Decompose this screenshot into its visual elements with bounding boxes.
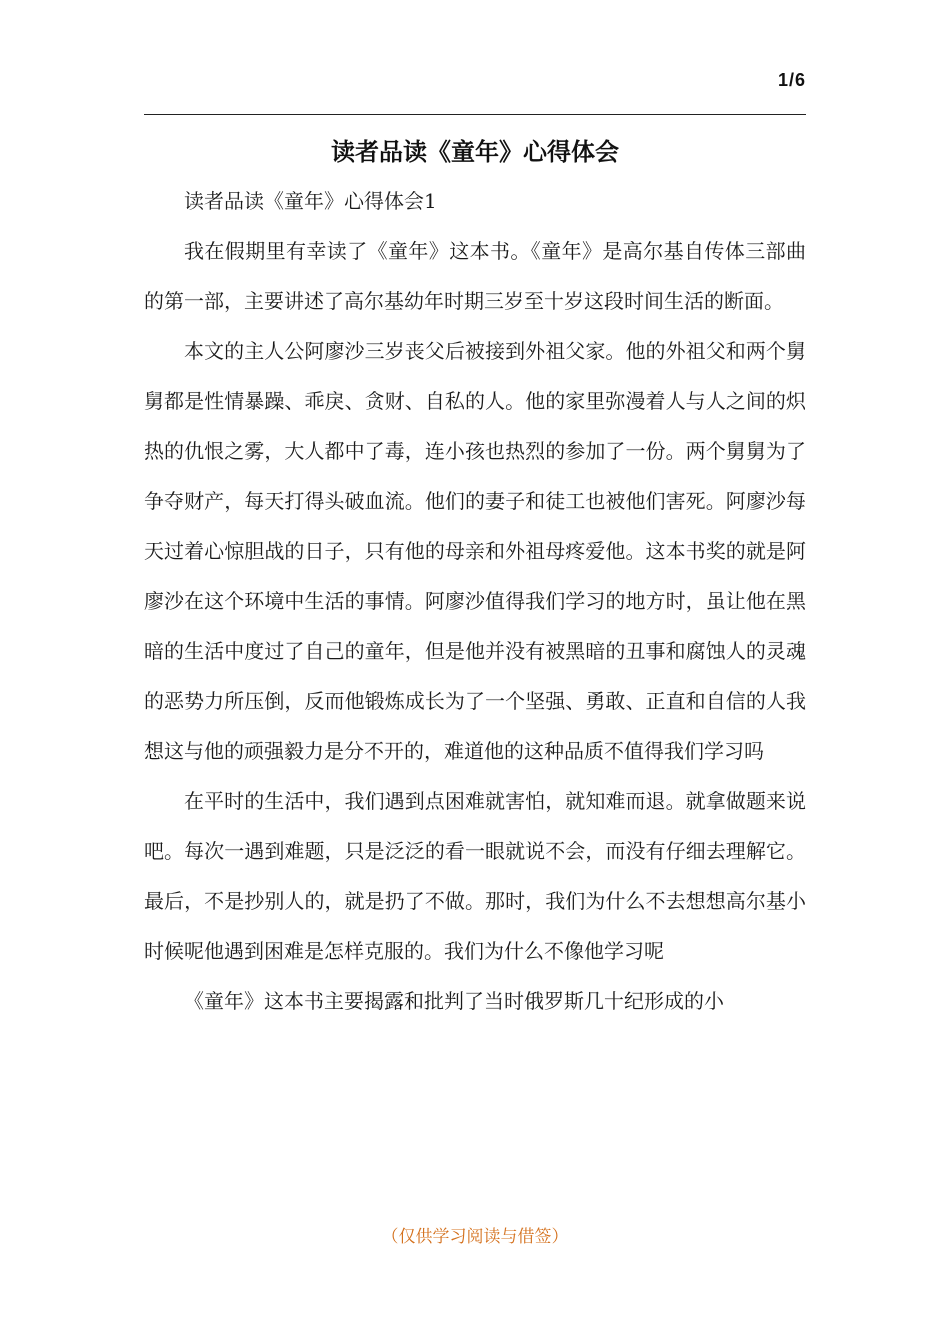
paragraph: 本文的主人公阿廖沙三岁丧父后被接到外祖父家。他的外祖父和两个舅舅都是性情暴躁、乖戾、贪财、自私的人。他的家里弥漫着人与人之间的炽热的仇恨之雾，大人都中了毒，连小孩也热烈的参加了一份。两个舅舅为了争夺财产，每天打得头破血流。他们的妻子和徒工也被他们害死。阿廖沙每天过着心惊胆战的日子，只有他的母亲和外祖母疼爱他。这本书奖的就是阿廖沙在这个环境中生活的事情。阿廖沙值得我们学习的地方时，虽让他在黑暗的生活中度过了自己的童年，但是他并没有被黑暗的丑事和腐蚀人的灵魂的恶势力所压倒，反而他锻炼成长为了一个坚强、勇敢、正直和自信的人我想这与他的顽强毅力是分不开的，难道他的这种品质不值得我们学习吗 (144, 339, 806, 763)
paragraph: 《童年》这本书主要揭露和批判了当时俄罗斯几十纪形成的小 (184, 989, 724, 1013)
header-divider (144, 114, 806, 115)
document-title: 读者品读《童年》心得体会 (331, 138, 619, 166)
document-body (144, 176, 806, 1026)
paragraph: 在平时的生活中，我们遇到点困难就害怕，就知难而退。就拿做题来说吧。每次一遇到难题，只是泛泛的看一眼就说不会，而没有仔细去理解它。最后，不是抄别人的，就是扔了不做。那时，我们为什么不去想想高尔基小时候呢他遇到困难是怎样克服的。我们为什么不像他学习呢 (144, 789, 806, 963)
footer-note: （仅供学习阅读与借签） (381, 1227, 569, 1247)
paragraph: 我在假期里有幸读了《童年》这本书。《童年》是高尔基自传体三部曲的第一部，主要讲述了高尔基幼年时期三岁至十岁这段时间生活的断面。 (144, 239, 806, 313)
page-number: 1/6 (777, 70, 806, 90)
section-heading: 读者品读《童年》心得体会1 (184, 189, 437, 213)
